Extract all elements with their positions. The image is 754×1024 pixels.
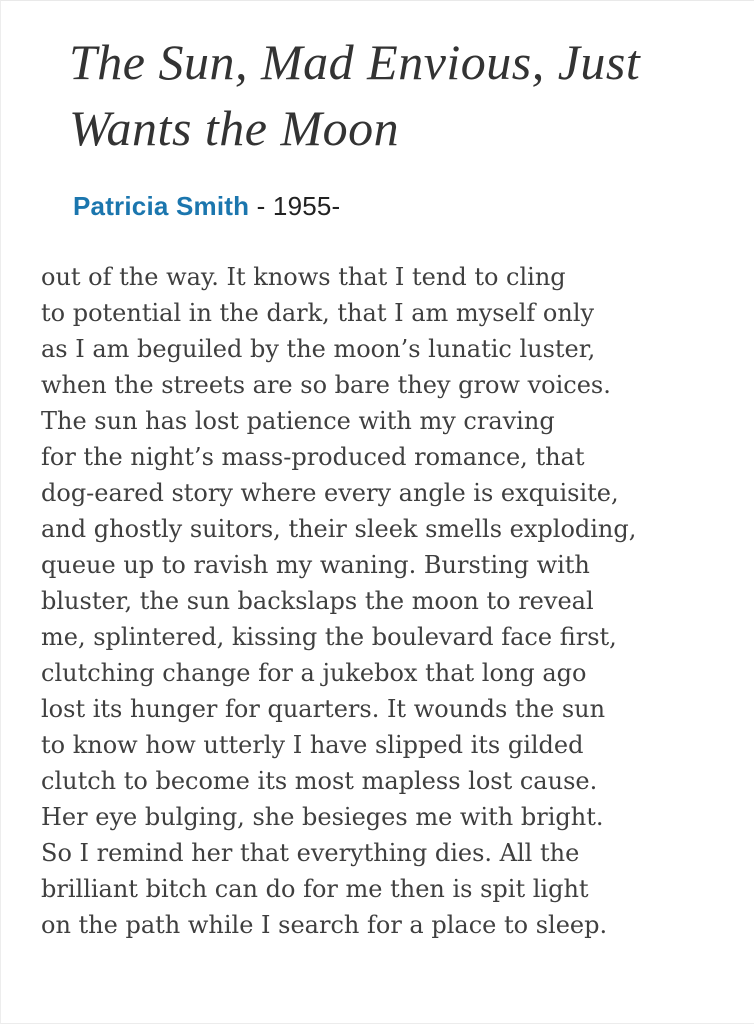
- poem-line: out of the way. It knows that I tend to cling: [41, 263, 566, 291]
- poem-page: [1, 29, 754, 1024]
- poem-line: dog-eared story where every angle is exquisite,: [41, 479, 619, 507]
- poem-line: and ghostly suitors, their sleek smells exploding,: [41, 515, 637, 543]
- author-dates: - 1955-: [249, 191, 341, 221]
- poem-line: clutch to become its most mapless lost cause.: [41, 767, 598, 795]
- poem-line: as I am beguiled by the moon’s lunatic luster,: [41, 335, 596, 363]
- poem-line: So I remind her that everything dies. All the: [41, 839, 580, 867]
- poem-line: Her eye bulging, she besieges me with bright.: [41, 803, 604, 831]
- author-link[interactable]: Patricia Smith: [73, 191, 250, 221]
- poem-line: queue up to ravish my waning. Bursting with: [41, 551, 590, 579]
- poem-title-line-2: Wants the Moon: [69, 100, 400, 156]
- poem-line: lost its hunger for quarters. It wounds the sun: [41, 695, 606, 723]
- poem-line: to know how utterly I have slipped its gilded: [41, 731, 584, 759]
- poem-line: clutching change for a jukebox that long ago: [41, 659, 587, 687]
- poem-line: when the streets are so bare they grow voices.: [41, 371, 611, 399]
- poem-line: for the night’s mass-produced romance, that: [41, 443, 585, 471]
- poem-line: to potential in the dark, that I am myself only: [41, 299, 595, 327]
- poem-title: [69, 29, 714, 161]
- byline: [73, 191, 714, 221]
- poem-line: me, splintered, kissing the boulevard face first,: [41, 623, 617, 651]
- poem-body: [41, 259, 714, 943]
- poem-line: bluster, the sun backslaps the moon to reveal: [41, 587, 594, 615]
- poem-title-line-1: The Sun, Mad Envious, Just: [69, 34, 641, 90]
- poem-line: brilliant bitch can do for me then is spit light: [41, 875, 589, 903]
- poem-line: The sun has lost patience with my craving: [41, 407, 555, 435]
- poem-line: on the path while I search for a place to sleep.: [41, 911, 608, 939]
